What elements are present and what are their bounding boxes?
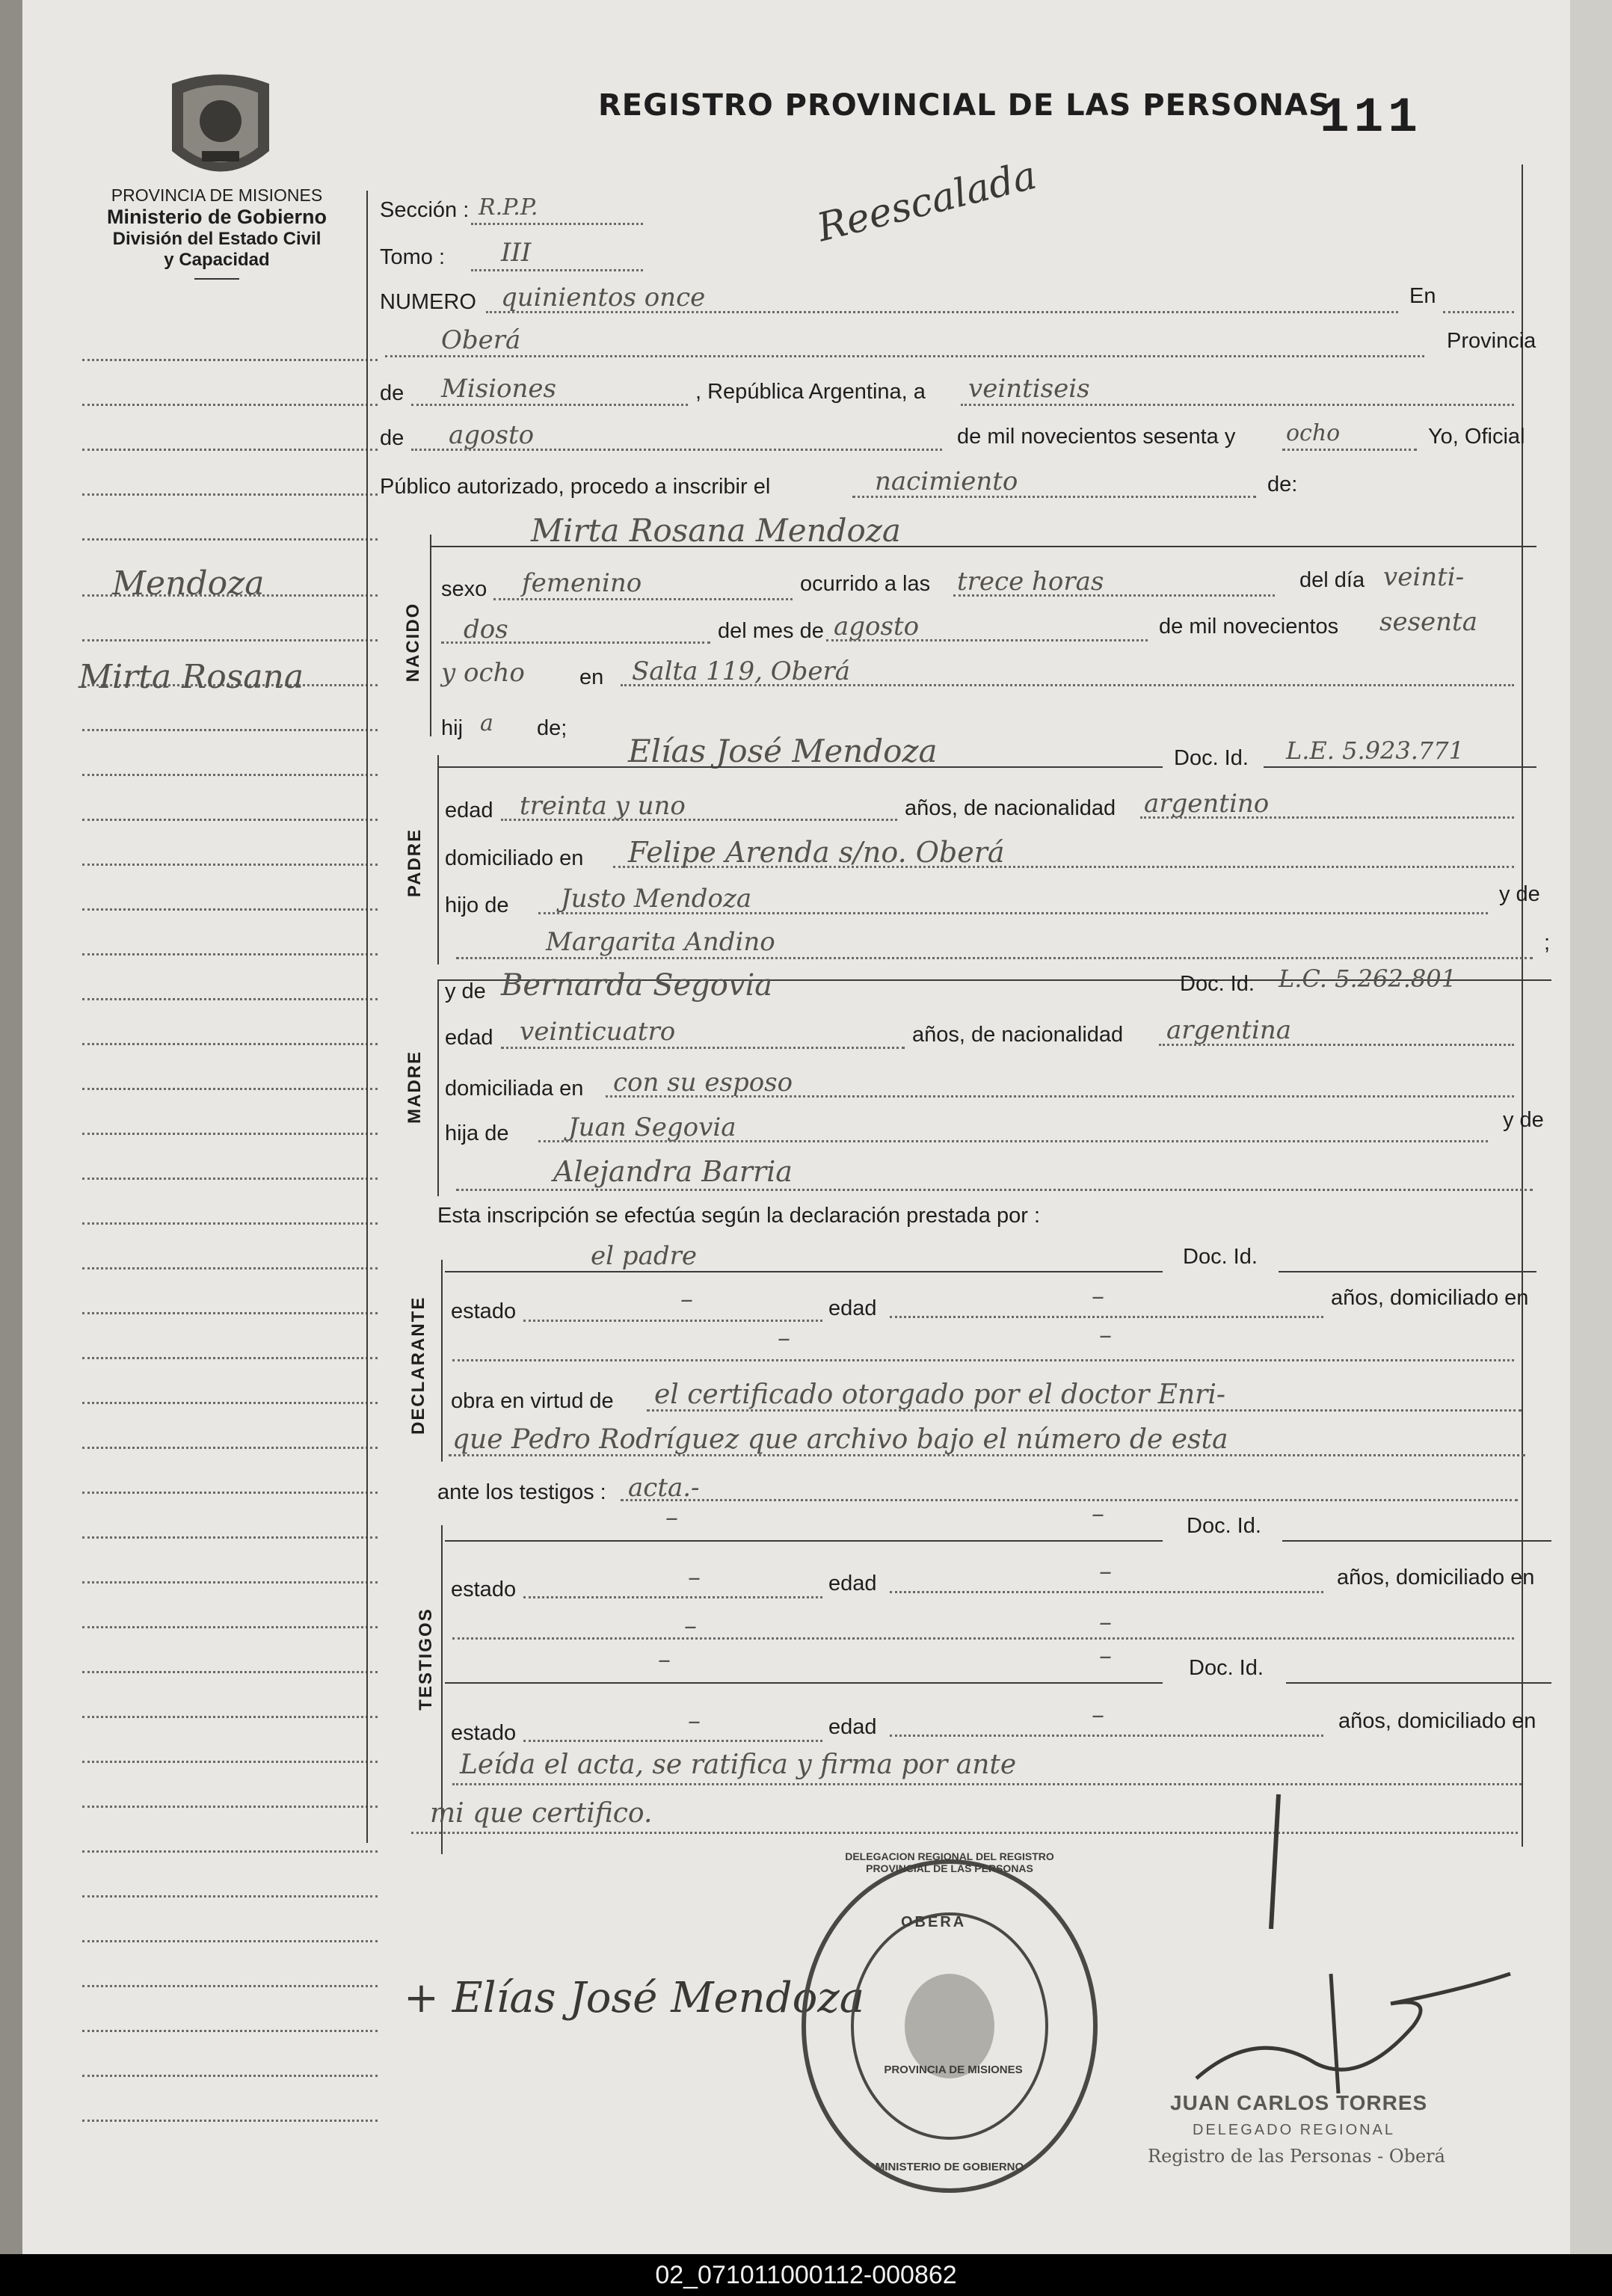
book-binding bbox=[0, 0, 22, 2254]
provincia-value: Misiones bbox=[441, 374, 556, 404]
testigos-section-label: TESTIGOS bbox=[416, 1607, 436, 1711]
hij-suffix: a bbox=[480, 710, 493, 736]
madre-bracket bbox=[437, 979, 439, 1196]
declarante-bracket bbox=[441, 1260, 443, 1462]
de-label-2: de bbox=[380, 426, 404, 450]
office-divider bbox=[194, 278, 239, 280]
testigo2-edad-label: edad bbox=[828, 1715, 877, 1739]
obra-label: obra en virtud de bbox=[451, 1389, 614, 1413]
office-province: PROVINCIA DE MISIONES bbox=[111, 185, 323, 205]
testigo2-nombre-dash: – bbox=[658, 1645, 671, 1675]
testigo2-estado-value: – bbox=[688, 1706, 701, 1736]
madre-nacionalidad-label: años, de nacionalidad bbox=[912, 1023, 1124, 1047]
margin-annotation: Reescalada bbox=[813, 153, 1042, 251]
sexo-label: sexo bbox=[441, 577, 487, 601]
page-title: REGISTRO PROVINCIAL DE LAS PERSONAS bbox=[598, 88, 1331, 123]
nacido-nombre: Mirta Rosana Mendoza bbox=[531, 512, 901, 549]
official-signature-icon bbox=[1166, 1779, 1540, 2116]
en-label: En bbox=[1409, 284, 1436, 308]
dia-nac-2: dos bbox=[464, 615, 508, 644]
tomo-label: Tomo : bbox=[380, 245, 446, 269]
padre-hijo-de-label: hijo de bbox=[445, 893, 509, 917]
padre-edad-label: edad bbox=[445, 798, 493, 822]
testigo1-doc-label: Doc. Id. bbox=[1187, 1514, 1261, 1538]
acto-value: nacimiento bbox=[875, 467, 1018, 496]
padre-padre-value: Justo Mendoza bbox=[561, 884, 752, 914]
numero-value: quinientos once bbox=[501, 283, 706, 313]
fecha-anio: ocho bbox=[1286, 420, 1341, 446]
testigo2-nombre-dash-2: – bbox=[1099, 1641, 1112, 1671]
testigo1-domicilio-dash-2: – bbox=[1099, 1607, 1112, 1637]
hora-value: trece horas bbox=[957, 567, 1104, 597]
fecha-dia: veintiseis bbox=[968, 374, 1090, 404]
office-capacity: y Capacidad bbox=[164, 250, 270, 270]
padre-edad-value: treinta y uno bbox=[520, 791, 686, 821]
provincial-emblem-icon bbox=[164, 69, 277, 188]
testigo1-estado-value: – bbox=[688, 1563, 701, 1592]
padre-nombre: Elías José Mendoza bbox=[628, 733, 938, 769]
madre-nacionalidad-value: argentina bbox=[1166, 1015, 1292, 1045]
padre-bracket bbox=[437, 755, 439, 964]
folio-number: 111 bbox=[1320, 90, 1422, 146]
nacido-bracket bbox=[430, 535, 431, 736]
testigo1-nombre-dash: – bbox=[665, 1503, 678, 1533]
padre-doc-label: Doc. Id. bbox=[1174, 746, 1249, 770]
office-division: División del Estado Civil bbox=[112, 229, 322, 249]
office-ministry: Ministerio de Gobierno bbox=[106, 206, 327, 228]
testigo2-domicilio-label: años, domiciliado en bbox=[1338, 1709, 1536, 1733]
anio-nac-1: sesenta bbox=[1379, 607, 1477, 637]
testigo1-domicilio-dash: – bbox=[684, 1611, 697, 1641]
declarante-edad-value: – bbox=[1092, 1281, 1104, 1311]
testigo1-edad-value: – bbox=[1099, 1557, 1112, 1586]
madre-padre-value: Juan Segovia bbox=[568, 1112, 736, 1142]
seccion-value: R.P.P. bbox=[479, 194, 538, 221]
obra-line-2: que Pedro Rodríguez que archivo bajo el número de esta bbox=[452, 1424, 1228, 1455]
madre-hija-de-label: hija de bbox=[445, 1121, 509, 1145]
testigo1-edad-label: edad bbox=[828, 1572, 877, 1595]
register-sheet bbox=[22, 0, 1570, 2254]
de-semicolon-label: de; bbox=[537, 716, 567, 740]
madre-y-de-label-2: y de bbox=[1503, 1108, 1544, 1132]
lugar-value: Salta 119, Oberá bbox=[632, 656, 850, 686]
office-block bbox=[67, 185, 366, 280]
obra-line-1: el certificado otorgado por el doctor Enri- bbox=[654, 1379, 1226, 1410]
margin-given-names: Mirta Rosana bbox=[79, 658, 304, 696]
official-seal-icon bbox=[793, 1854, 1107, 2198]
madre-nombre: Bernarda Segovia bbox=[501, 968, 773, 1003]
del-dia-label: del día bbox=[1299, 568, 1365, 592]
seal-province-text: PROVINCIA DE MISIONES bbox=[884, 2063, 1023, 2076]
padre-domicilio-value: Felipe Arenda s/no. Oberá bbox=[628, 836, 1005, 869]
oficial-oficina: Registro de las Personas - Oberá bbox=[1148, 2146, 1445, 2167]
mes-nac: agosto bbox=[834, 612, 920, 641]
testigo2-estado-label: estado bbox=[451, 1721, 517, 1745]
yo-oficial-label: Yo, Oficial bbox=[1428, 425, 1525, 449]
dia-nac-1: veinti- bbox=[1383, 562, 1465, 592]
cierre-linea-1: Leída el acta, se ratifica y firma por ante bbox=[460, 1749, 1017, 1780]
madre-domicilio-value: con su esposo bbox=[613, 1068, 793, 1098]
declarante-domicilio-label: años, domiciliado en bbox=[1331, 1286, 1529, 1310]
testigo1-nombre-dash-2: – bbox=[1092, 1499, 1104, 1529]
de-label-1: de bbox=[380, 381, 404, 405]
cierre-linea-2: mi que certifico. bbox=[430, 1798, 653, 1829]
madre-edad-label: edad bbox=[445, 1026, 493, 1050]
madre-section-label: MADRE bbox=[404, 1050, 425, 1124]
seal-ring-text: DELEGACION REGIONAL DEL REGISTRO PROVINCIAL DE LAS PERSONAS bbox=[845, 1850, 1054, 1874]
declarante-domicilio-dash: – bbox=[778, 1323, 790, 1353]
en-lugar-label: en bbox=[579, 665, 604, 689]
padre-doc-value: L.E. 5.923.771 bbox=[1286, 736, 1464, 765]
padre-domicilio-label: domiciliado en bbox=[445, 846, 584, 870]
padre-nacionalidad-label: años, de nacionalidad bbox=[905, 796, 1116, 820]
madre-doc-value: L.C. 5.262.801 bbox=[1279, 964, 1456, 993]
right-frame-line bbox=[1522, 164, 1523, 1847]
declaracion-label: Esta inscripción se efectúa según la declaración prestada por : bbox=[437, 1204, 1041, 1228]
padre-section-label: PADRE bbox=[404, 828, 425, 898]
hij-label: hij bbox=[441, 716, 464, 740]
madre-domicilio-label: domiciliada en bbox=[445, 1077, 584, 1101]
oficial-cargo: DELEGADO REGIONAL bbox=[1193, 2122, 1396, 2138]
seal-center-text: OBERA bbox=[901, 1914, 967, 1930]
declarante-edad-label: edad bbox=[828, 1296, 877, 1320]
declarante-nombre: el padre bbox=[591, 1241, 697, 1271]
republica-label: , República Argentina, a bbox=[695, 380, 926, 404]
localidad-value: Oberá bbox=[441, 325, 521, 355]
nacido-name-line bbox=[430, 546, 1536, 547]
left-frame-line bbox=[366, 191, 368, 1843]
numero-label: NUMERO bbox=[380, 290, 476, 314]
testigo2-doc-label: Doc. Id. bbox=[1189, 1656, 1264, 1680]
padre-y-de-label: y de bbox=[1499, 882, 1540, 906]
padre-nacionalidad-value: argentino bbox=[1144, 789, 1270, 819]
declarante-section-label: DECLARANTE bbox=[408, 1296, 428, 1435]
padre-madre-value: Margarita Andino bbox=[546, 927, 775, 957]
madre-doc-label: Doc. Id. bbox=[1180, 972, 1255, 996]
ante-testigos-label: ante los testigos : bbox=[437, 1480, 606, 1504]
declarante-domicilio-dash-2: – bbox=[1099, 1320, 1112, 1350]
provincia-label: Provincia bbox=[1447, 329, 1536, 353]
declarante-doc-label: Doc. Id. bbox=[1183, 1245, 1258, 1269]
de-colon-label: de: bbox=[1267, 473, 1298, 496]
testigo1-domicilio-label: años, domiciliado en bbox=[1337, 1566, 1535, 1589]
madre-edad-value: veinticuatro bbox=[520, 1017, 676, 1047]
declarante-estado-value: – bbox=[680, 1284, 693, 1314]
del-mes-label: del mes de bbox=[718, 619, 824, 643]
padre-semicolon: ; bbox=[1544, 931, 1551, 955]
testigo2-edad-value: – bbox=[1092, 1700, 1104, 1730]
oficial-nombre: JUAN CARLOS TORRES bbox=[1170, 2091, 1428, 2114]
madre-y-de-label: y de bbox=[445, 979, 486, 1003]
seal-bottom-text: MINISTERIO DE GOBIERNO bbox=[875, 2161, 1024, 2173]
ocurrido-label: ocurrido a las bbox=[800, 572, 931, 596]
declarante-estado-label: estado bbox=[451, 1299, 517, 1323]
anio-nac-2: y ocho bbox=[441, 658, 525, 688]
page-stack-edge bbox=[1570, 0, 1612, 2254]
ante-testigos-value: acta.- bbox=[628, 1473, 700, 1503]
nacido-section-label: NACIDO bbox=[403, 602, 423, 683]
firma-declarante: + Elías José Mendoza bbox=[404, 1974, 865, 2022]
mil-nov-sesenta-label: de mil novecientos sesenta y bbox=[957, 425, 1236, 449]
sexo-value: femenino bbox=[522, 568, 642, 598]
mil-novecientos-label: de mil novecientos bbox=[1159, 615, 1339, 638]
image-caption: 02_071011000112-000862 bbox=[0, 2254, 1612, 2296]
margin-surname: Mendoza bbox=[112, 564, 265, 603]
testigo1-estado-label: estado bbox=[451, 1578, 517, 1601]
seccion-label: Sección : bbox=[380, 198, 470, 222]
tomo-value: III bbox=[501, 238, 532, 268]
fecha-mes: agosto bbox=[449, 420, 535, 450]
publico-label: Público autorizado, procedo a inscribir el bbox=[380, 475, 771, 499]
madre-madre-value: Alejandra Barria bbox=[553, 1155, 793, 1188]
